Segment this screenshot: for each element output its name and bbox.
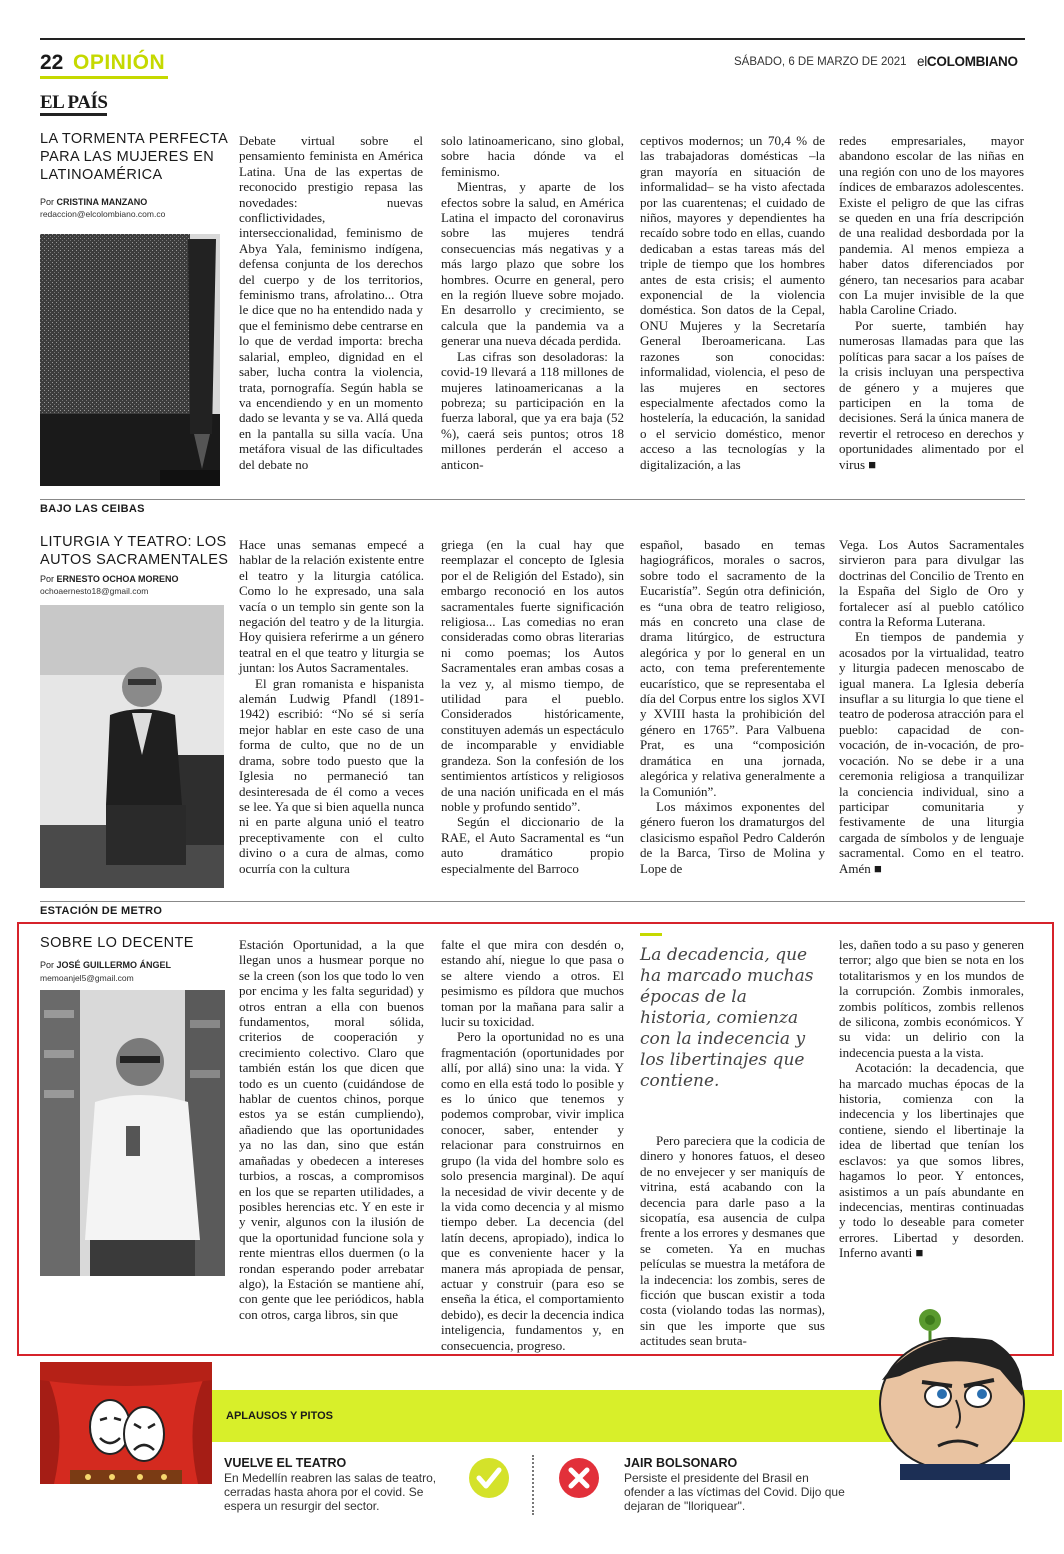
pito-text: Persiste el presidente del Brasil en ofender a las víctimas del Covid. Dijo que dejaran de "lloriquear". xyxy=(624,1471,845,1513)
section-underline xyxy=(40,76,168,79)
page-number: 22 xyxy=(40,51,64,74)
author-email: redaccion@elcolombiano.com.co xyxy=(40,209,166,219)
applause-headline: VUELVE EL TEATRO xyxy=(224,1456,347,1470)
article-column: Pero pareciera que la codicia de dinero y honores fatuos, el deseo de no envejecer y ser maniquís de vitrina, está acabando con la decencia para darle paso a la sicopatía, esa ausencia de culpa frente a los errores y desmanes que se cometen. Ya en muchas películas se muestra la metáfora de la indecencia: los zombis, seres de ficción que buscan existir a toda costa (violando todas las normas), sin que les importe que sus actitudes sean bruta- xyxy=(640,1133,825,1349)
byline: Por ERNESTO OCHOA MORENO xyxy=(40,574,179,584)
pullquote-marker xyxy=(640,933,662,936)
article-column: español, basado en temas hagiográficos, morales o sacros, sobre todo el sacramento de la Eucaristía”. Según otra definición, es “una obra de teatro religioso, más en concreto una clase de drama litúrgico, de estructura alegórica y por lo general en un acto, con tema preferentemente eucarístico, que se representaba el día del Corpus entre los siglos XVI y XVIII hasta la prohibición del género en 1765”. Para Valbuena Prat, es una “composición dramática en una jornada, alegórica y relativa generalmente a la Comunión”. Los máximos exponentes del género fueron los dramaturgos del clasicismo español Pedro Calderón de la Barca, Tirso de Molina y Lope de xyxy=(640,537,825,876)
theater-masks-icon xyxy=(40,1362,212,1484)
issue-date: SÁBADO, 6 DE MARZO DE 2021 xyxy=(734,56,907,68)
source-masthead: EL PAÍS xyxy=(40,92,107,114)
check-icon xyxy=(467,1456,511,1500)
applause-text: En Medellín reabren las salas de teatro, cerradas hasta ahora por el covid. Se espera un resurgir del sector. xyxy=(224,1471,437,1513)
author-email: ochoaernesto18@gmail.com xyxy=(40,586,149,596)
author-email: memoanjel5@gmail.com xyxy=(40,973,134,983)
section-divider xyxy=(40,499,1025,500)
byline: Por CRISTINA MANZANO xyxy=(40,197,148,207)
pull-quote: La decadencia, que ha marcado muchas épocas de la historia, comienza con la indecencia y los libertinajes que contiene. xyxy=(640,945,814,1091)
article-title: LITURGIA Y TEATRO: LOS AUTOS SACRAMENTALES xyxy=(40,534,229,568)
article-title: SOBRE LO DECENTE xyxy=(40,935,194,951)
article-column: ceptivos modernos; un 70,4 % de las trabajadoras domésticas –la gran mayoría en situación de informalidad– se ha visto afectada por las cuarentenas; el cuidado de niños, mayores y dependientes ha recaído sobre todo en ellas, cuando dedicaban a estas tareas más del triple de tiempo que los hombres antes de esta crisis; el aumento exponencial de la violencia doméstica. Son datos de la Cepal, ONU Mujeres y la Secretaría General Iberoamericana. Las razones son conocidas: informalidad, violencia, el peso de las mujeres en sectores especialmente afectados como la hostelería, la educación, la sanidad o el servicio doméstico, menor acceso a las tecnologías y la digitalización, a las xyxy=(640,133,825,472)
logo-prefix: el xyxy=(917,54,927,69)
divider xyxy=(532,1455,534,1515)
column-kicker: ESTACIÓN DE METRO xyxy=(40,905,163,917)
logo-name: COLOMBIANO xyxy=(926,54,1018,69)
article-column: Estación Oportunidad, a la que llegan unos a husmear porque no se la creen (son los que todo lo ven por encima y les falta seguridad) y otros entran a ella con buenos fundamentos, moral sólida, criterios de cooperación y crecimiento colectivo. Claro que también están los que dicen que todo es un cuento (cuidándose de hablar de cuentos chinos, porque estos ya se están cumpliendo), añadiendo que las oportunidades ya no las dan, sino que están amañadas y obedecen a intereses turbios, a roscas, a compromisos en los que se reparten utilidades, a posibles herencias etc. Y en este ir y venir, algunos con la ilusión de que la oportunidad funcione sola y rente mientras ellos duermen (o la rondan esperando poder arrebatar algo), la Estación se mantiene ahí, con gente que lee periódicos, habla con otros, carga libros, sin que xyxy=(239,937,424,1322)
author-photo xyxy=(40,605,224,888)
newspaper-logo xyxy=(917,54,1018,69)
article-column: solo latinoamericano, sino global, sobre hacia dónde va el feminismo. Mientras, y aparte de los efectos sobre la salud, en América Latina el impacto del coronavirus sobre las mujeres tendrá consecuencias más negativas y a más largo plazo que sobre los hombres. Ocurre en general, pero en la región llueve sobre mojado. En desarrollo y crecimiento, se calcula que la pandemia va a generar una nueva década perdida. Las cifras son desoladoras: la covid-19 llevará a 118 millones de mujeres latinoamericanas a la pobreza; su participación en la fuerza laboral, que ya era baja (52 %), caerá seis puntos; otros 18 millones perderán el acceso a anticon- xyxy=(441,133,624,472)
article-column: redes empresariales, mayor abandono escolar de las niñas en una región con uno de los mayores índices de embarazos adolescentes. Existe el peligro de que las cifras se queden en una fría descripción de una realidad desbordada por la pandemia. Al menos empieza a haber datos diferenciados por género, tan necesarios para acabar con La mujer invisible de la que habla Caroline Criado. Por suerte, también hay numerosas llamadas para que las políticas para sacar a los países de la crisis incluyan una perspectiva de género y a mujeres que participen en la toma de decisiones. Será la única manera de revertir el retroceso en derechos y oportunidades alimentado por el virus ■ xyxy=(839,133,1024,472)
applause-title: APLAUSOS Y PITOS xyxy=(226,1410,333,1422)
article-column: les, dañen todo a su paso y generen terror; algo que bien se nota en los totalitarismos y en los mundos de la corrupción. Zombis inmorales, zombis políticos, zombis rellenos de silicona, zombis económicos. Y su vida: un delirio con la indecencia puesta a la vista. Acotación: la decadencia, que ha marcado muchas épocas de la historia, comienza con la indecencia y los libertinajes que contiene, siendo el libertinaje la idea de libertad que tenían los esclavos: ya que somos libres, hagamos lo peor. Y entonces, asistimos a un país abundante en indecencias, mentiras continuadas y todo lo deseable para cometer errores. Libertad y desorden. Inferno avanti ■ xyxy=(839,937,1024,1261)
section-divider xyxy=(40,901,1025,902)
article-column: Debate virtual sobre el pensamiento feminista en América Latina. Una de las expertas de reconocido prestigio repasa las novedades: nuevas conflictividades, interseccionalidad, feminismo de Abya Yala, feminismo indígena, defensa conjunta de los derechos del cuerpo y de los territorios, feminismo trans, afrolatino... Otra le dice que no ha entendido nada y que el feminismo debe centrarse en lo que de verdad importa: brecha salarial, empleo, dignidad en el saber, lucha contra la violencia, trata, pornografía. Según habla se va encendiendo y en un momento dado se levanta y se va. Allá queda en la pantalla su silla vacía. Una metáfora visual de las dificultades del debate no xyxy=(239,133,423,472)
caricature-illustration xyxy=(860,1300,1056,1480)
article-title: LA TORMENTA PERFECTA PARA LAS MUJERES EN LATINOAMÉRICA xyxy=(40,131,228,183)
article-column: griega (en la cual hay que reemplazar el concepto de Iglesia por el de Religión del Estado), sin embargo reconoció en los autos sacramentales fuerte significación religiosa... Las comedias no eran consideradas como obras literarias ni como poemas; los Autos Sacramentales eran ambas cosas a la vez y, al mismo tiempo, de utilidad para el pueblo. Considerados históricamente, constituyen además un espectáculo de incomparable y envidiable grandeza. Son la confesión de los sentimientos artísticos y religiosos de una nación unificada en el más noble y profundo sentido”. Según el diccionario de la RAE, el Auto Sacramental es “un auto dramático propio especialmente del Barroco xyxy=(441,537,624,876)
article-column: falte el que mira con desdén o, estando ahí, niegue lo que pasa o se altere viendo a otros. El pesimismo es píldora que muchos toman por la mañana para salir a lucir su toxicidad. Pero la oportunidad no es una fragmentación (oportunidades por allí, por allá) sino una: la vida. Y como en ella está todo lo posible y es lo único que tenemos y podemos comprobar, vivir implica conocer, saber, entender y relacionar para construirnos en grupo (la vida del hombre solo es solo presencia marginal). De aquí la necesidad de vivir decente y de la vida como decencia y al mismo tiempo deber. La decencia (del latín decens, apropiado), indica lo que es conveniente hacer y la manera más apropiada de pensar, actuar y construir (para eso se enseña la ética, el comportamiento debido), es decir la decencia indica inteligencia, fundamentos y, en consecuencia, progreso. xyxy=(441,937,624,1353)
article-illustration xyxy=(40,234,220,486)
x-icon xyxy=(557,1456,601,1500)
byline: Por JOSÉ GUILLERMO ÁNGEL xyxy=(40,960,172,970)
article-column: Hace unas semanas empecé a hablar de la relación existente entre el teatro y la liturgia católica. Como lo he expresado, una sala vacía o un templo sin gente son la negación del teatro y de la liturgia. Hoy quisiera referirme a un género teatral en el que teatro y liturgia se juntan: los Autos Sacramentales. El gran romanista e hispanista alemán Ludwig Pfandl (1891-1942) escribió: “No sé si sería mejor hablar en este caso de una forma de culto, que no de un drama, sobre todo puesto que la Iglesia no permaneció tan desinteresada de él como a veces se lee. Ya que si bien aquella nunca ni en parte alguna unió el teatro preceptivamente con el culto divino o a cura de almas, como ocurría con la cultura xyxy=(239,537,424,876)
pito-headline: JAIR BOLSONARO xyxy=(624,1456,738,1470)
top-rule xyxy=(40,38,1025,40)
column-kicker: BAJO LAS CEIBAS xyxy=(40,503,145,515)
author-photo xyxy=(40,990,225,1276)
article-column: Vega. Los Autos Sacramentales sirvieron para para divulgar las doctrinas del Concilio de Trento en la España del Siglo de Oro y fortalecer así al pueblo católico contra la Reforma Luterana. En tiempos de pandemia y acosados por la virtualidad, teatro y liturgia padecen menoscabo de igual manera. La Iglesia debería insuflar a su liturgia lo que tiene el teatro de poderosa atracción para el pueblo: capacidad de con-vocación, de in-vocación, de pro-vocación. No se debe ir a una ceremonia religiosa a tranquilizar la conciencia individual, sino a participar comunitaria y festivamente de una liturgia cargada de símbolos y de lenguaje sacramental. Como en el teatro. Amén ■ xyxy=(839,537,1024,876)
section-name: OPINIÓN xyxy=(73,51,166,74)
